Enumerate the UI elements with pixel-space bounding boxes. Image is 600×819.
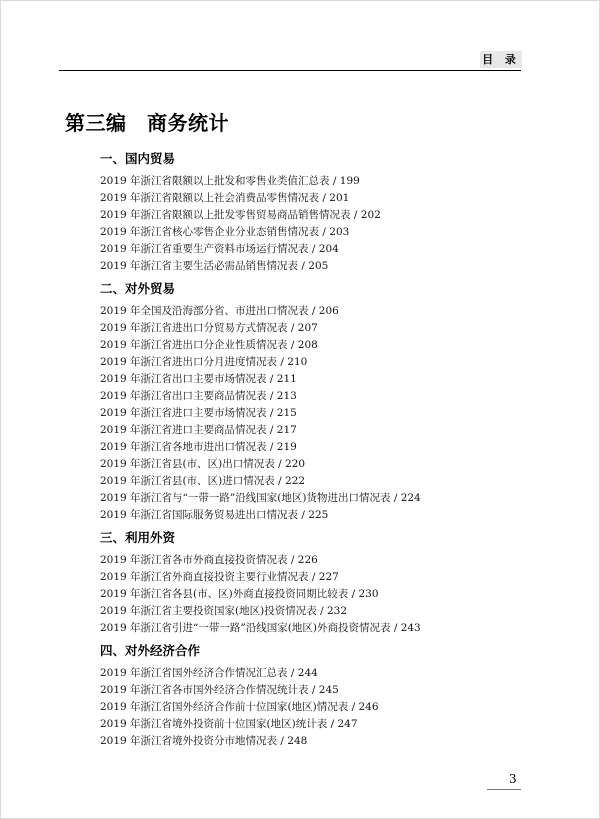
toc-entry: 2019 年浙江省各市外商直接投资情况表 / 226 (100, 554, 318, 566)
toc-entry: 2019 年浙江省国际服务贸易进出口情况表 / 225 (100, 509, 329, 521)
toc-entry: 2019 年浙江省主要投资国家(地区)投资情况表 / 232 (100, 605, 348, 617)
toc-entry: 2019 年浙江省进出口分贸易方式情况表 / 207 (100, 322, 318, 334)
toc-header-label: 目 录 (480, 51, 522, 68)
footer-mark (487, 789, 521, 790)
toc-entry: 2019 年浙江省限额以上批发零售贸易商品销售情况表 / 202 (100, 209, 381, 221)
page-number: 3 (509, 772, 517, 786)
toc-entry: 2019 年浙江省县(市、区)进口情况表 / 222 (100, 475, 306, 487)
section-title: 一、国内贸易 (100, 151, 176, 166)
toc-entry: 2019 年浙江省出口主要市场情况表 / 211 (100, 373, 297, 385)
toc-entry: 2019 年浙江省境外投资分市地情况表 / 248 (100, 735, 308, 747)
section-title: 三、利用外资 (100, 530, 176, 545)
toc-entry: 2019 年浙江省引进“一带一路”沿线国家(地区)外商投资情况表 / 243 (100, 622, 421, 634)
toc-entry: 2019 年浙江省国外经济合作情况汇总表 / 244 (100, 667, 318, 679)
toc-entry: 2019 年浙江省进出口分月进度情况表 / 210 (100, 356, 308, 368)
section-title: 四、对外经济合作 (100, 643, 201, 658)
part-title: 第三编 商务统计 (65, 111, 229, 135)
toc-entry: 2019 年浙江省各市国外经济合作情况统计表 / 245 (100, 684, 339, 696)
toc-entry: 2019 年浙江省境外投资前十位国家(地区)统计表 / 247 (100, 718, 358, 730)
toc-entry: 2019 年浙江省外商直接投资主要行业情况表 / 227 (100, 571, 339, 583)
toc-entry: 2019 年浙江省各地市进出口情况表 / 219 (100, 441, 297, 453)
toc-entry: 2019 年浙江省各县(市、区)外商直接投资同期比较表 / 230 (100, 588, 379, 600)
toc-entry: 2019 年浙江省进口主要市场情况表 / 215 (100, 407, 297, 419)
toc-entry: 2019 年浙江省国外经济合作前十位国家(地区)情况表 / 246 (100, 701, 379, 713)
toc-entry: 2019 年浙江省进口主要商品情况表 / 217 (100, 424, 297, 436)
toc-entry: 2019 年浙江省重要生产资料市场运行情况表 / 204 (100, 243, 339, 255)
toc-entry: 2019 年浙江省与“一带一路”沿线国家(地区)货物进出口情况表 / 224 (100, 492, 421, 504)
toc-entry: 2019 年浙江省主要生活必需品销售情况表 / 205 (100, 260, 329, 272)
toc-entry: 2019 年浙江省进出口分企业性质情况表 / 208 (100, 339, 318, 351)
toc-section (100, 643, 540, 750)
toc-entry: 2019 年浙江省限额以上批发和零售业类值汇总表 / 199 (100, 175, 360, 187)
toc-entry: 2019 年全国及沿海部分省、市进出口情况表 / 206 (100, 305, 339, 317)
toc-section (100, 530, 540, 637)
section-title: 二、对外贸易 (100, 281, 176, 296)
toc-sections (100, 151, 540, 756)
toc-entry: 2019 年浙江省出口主要商品情况表 / 213 (100, 390, 297, 402)
toc-entry: 2019 年浙江省限额以上社会消费品零售情况表 / 201 (100, 192, 350, 204)
toc-entry: 2019 年浙江省县(市、区)出口情况表 / 220 (100, 458, 306, 470)
header-rule (59, 70, 521, 71)
toc-section (100, 151, 540, 275)
toc-section (100, 281, 540, 524)
toc-entry: 2019 年浙江省核心零售企业分业态销售情况表 / 203 (100, 226, 350, 238)
